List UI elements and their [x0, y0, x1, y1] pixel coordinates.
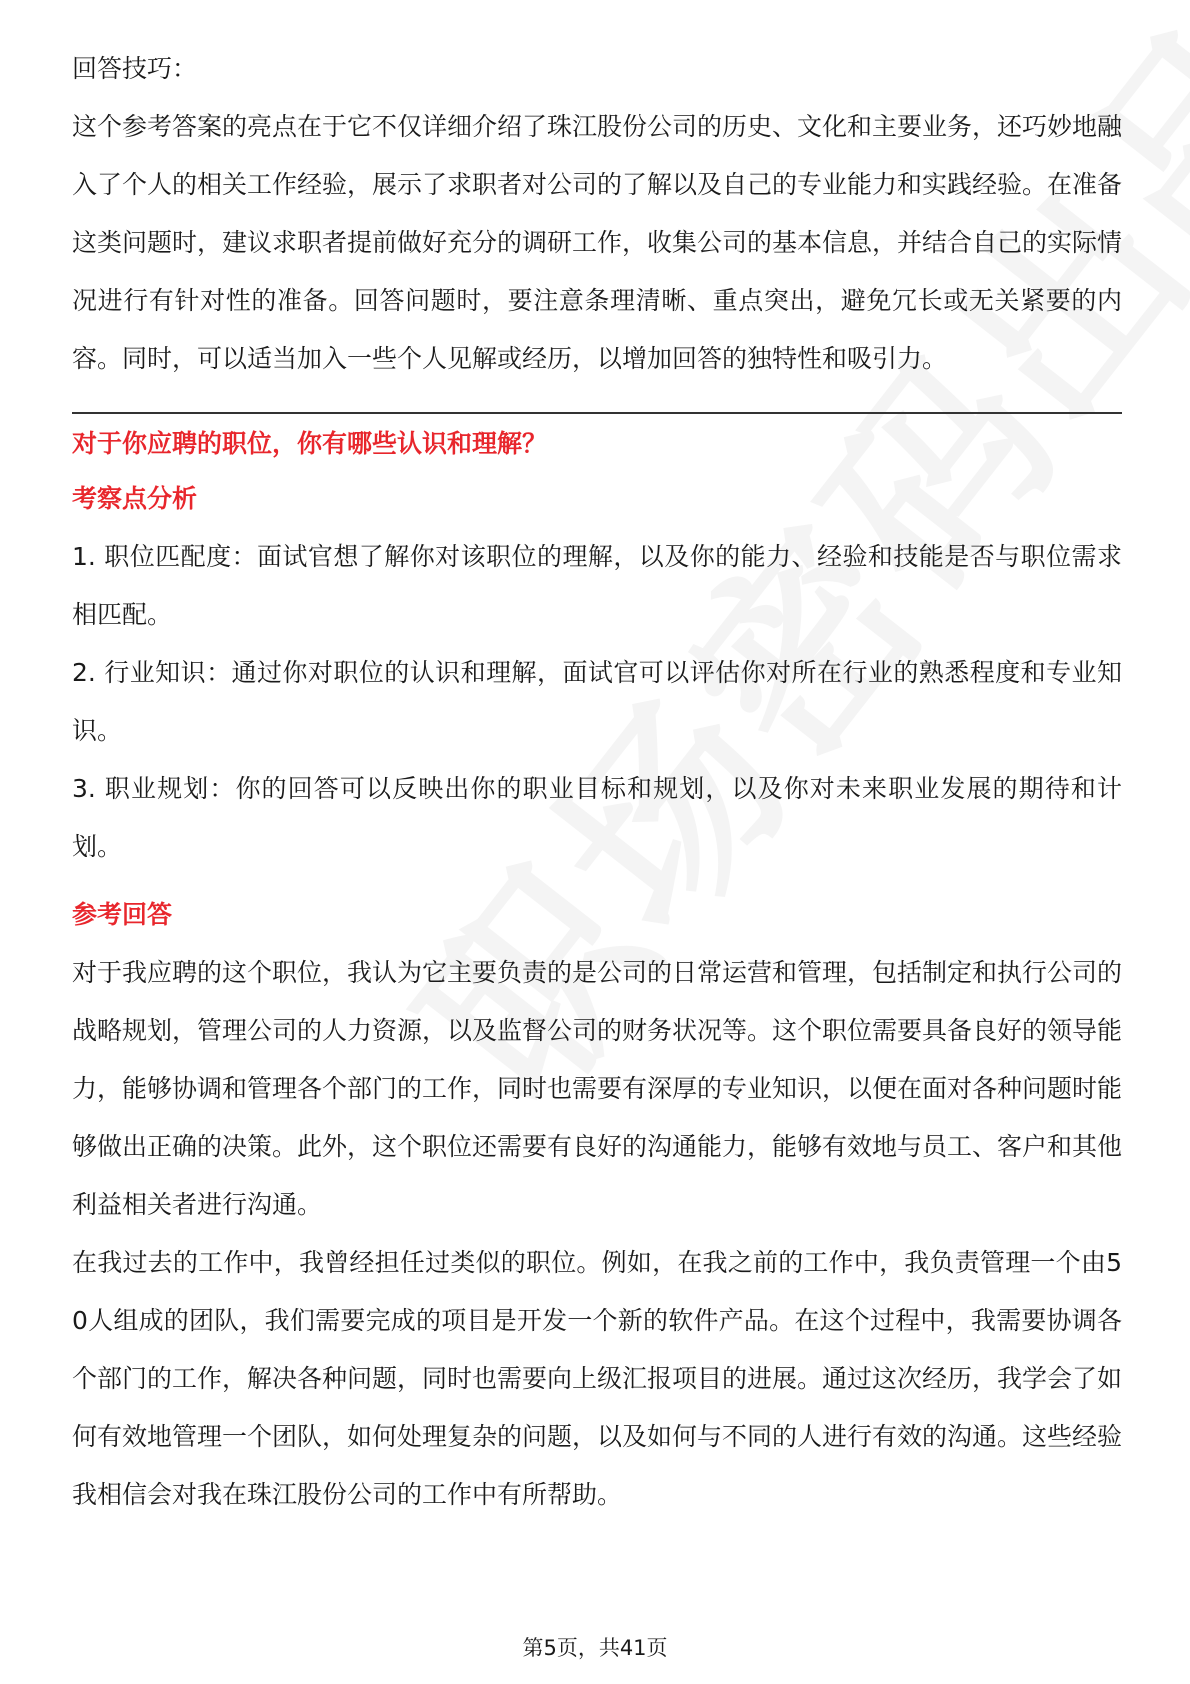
analysis-list	[72, 528, 1122, 876]
analysis-title: 考察点分析	[72, 484, 198, 513]
analysis-item: 2. 行业知识：通过你对职位的认识和理解，面试官可以评估你对所在行业的熟悉程度和专业知识。	[72, 658, 1122, 745]
section-divider	[72, 412, 1122, 414]
reference-paragraph: 在我过去的工作中，我曾经担任过类似的职位。例如，在我之前的工作中，我负责管理一个由50人组成的团队，我们需要完成的项目是开发一个新的软件产品。在这个过程中，我需要协调各个部门的工作，解决各种问题，同时也需要向上级汇报项目的进展。通过这次经历，我学会了如何有效地管理一个团队，如何处理复杂的问题，以及如何与不同的人进行有效的沟通。这些经验我相信会对我在珠江股份公司的工作中有所帮助。	[72, 1248, 1123, 1509]
answer-tips-label: 回答技巧：	[72, 54, 198, 83]
page-number: 第5页，共41页	[522, 1636, 668, 1660]
reference-title: 参考回答	[72, 900, 173, 929]
analysis-item: 1. 职位匹配度：面试官想了解你对该职位的理解，以及你的能力、经验和技能是否与职位需求相匹配。	[72, 542, 1122, 629]
analysis-item: 3. 职业规划：你的回答可以反映出你的职业目标和规划，以及你对未来职业发展的期待和计划。	[72, 774, 1122, 861]
question-title: 对于你应聘的职位，你有哪些认识和理解？	[72, 429, 548, 458]
reference-paragraph: 对于我应聘的这个职位，我认为它主要负责的是公司的日常运营和管理，包括制定和执行公司的战略规划，管理公司的人力资源，以及监督公司的财务状况等。这个职位需要具备良好的领导能力，能够协调和管理各个部门的工作，同时也需要有深厚的专业知识，以便在面对各种问题时能够做出正确的决策。此外，这个职位还需要有良好的沟通能力，能够有效地与员工、客户和其他利益相关者进行沟通。	[72, 958, 1123, 1219]
document-page	[72, 40, 1122, 1524]
answer-tips-text: 这个参考答案的亮点在于它不仅详细介绍了珠江股份公司的历史、文化和主要业务，还巧妙地融入了个人的相关工作经验，展示了求职者对公司的了解以及自己的专业能力和实践经验。在准备这类问题时，建议求职者提前做好充分的调研工作，收集公司的基本信息，并结合自己的实际情况进行有针对性的准备。回答问题时，要注意条理清晰、重点突出，避免冗长或无关紧要的内容。同时，可以适当加入一些个人见解或经历，以增加回答的独特性和吸引力。	[72, 112, 1123, 373]
